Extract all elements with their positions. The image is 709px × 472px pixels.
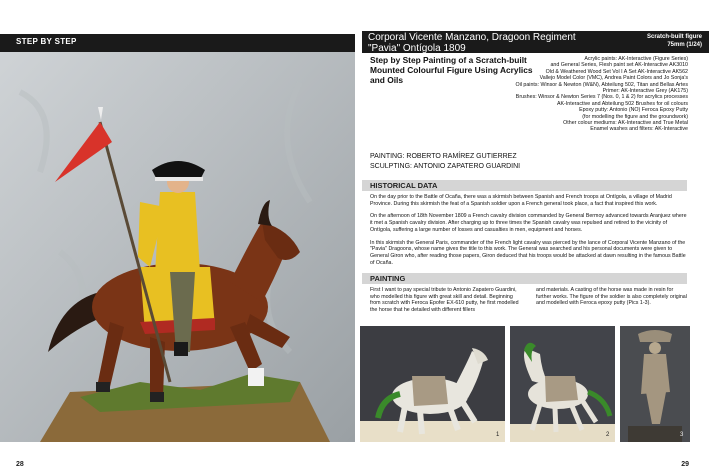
pic-label-3: 3 <box>680 432 684 438</box>
main-figure-photo <box>0 52 355 442</box>
material-line: Epoxy putty: Antonio (NO) Feroca Epoxy Putty <box>579 107 688 114</box>
page-number-left: 28 <box>16 461 24 468</box>
paragraph: On the afternoon of 18th November 1809 a French cavalry division commanded by General Bermoy advanced towards Aranjuez where it met a Spanish cavalry division. After charging up to three times the Spanish cavalry was repulsed and retired to the vicinity of Ontígola, suffering a large number of losses and casualties in men, equipment and horses. <box>370 213 687 233</box>
material-line: Other colour mediums: AK-Interactive and True Metal <box>563 120 688 127</box>
figure-info <box>647 33 702 49</box>
article-subtitle: Step by Step Painting of a Scratch-built Mounted Colourful Figure Using Acrylics and Oils <box>370 55 533 85</box>
material-line: Old & Weathered Wood Set Vol I A Set AK-Interactive AK562 <box>545 68 688 75</box>
material-line: Acrylic paints: AK-Interactive (Figure Series) <box>584 56 688 62</box>
material-line: Vallejo Model Color (VMC), Andrea Paint Colors and Jo Sonja's <box>539 75 688 82</box>
figure-scale: 75mm (1/24) <box>667 42 702 48</box>
material-line: (for modelling the figure and the groundwork) <box>582 113 688 120</box>
pic-label-2: 2 <box>606 432 610 438</box>
historical-data-heading: HISTORICAL DATA <box>370 181 438 190</box>
material-line: Primer: AK-Interactive Grey (AK175) <box>602 88 688 95</box>
painting-column-2: and materials. A casting of the horse was made in resin for further works. The figure of the soldier is also completely original and modelled with Feroca epoxy putty (Pics 1-3). <box>536 287 687 307</box>
credits <box>370 152 520 172</box>
painting-header <box>362 273 687 284</box>
page-number-right: 29 <box>681 461 689 468</box>
painting-heading: PAINTING <box>370 274 406 283</box>
paragraph: In this skirmish the General Paris, commander of the French light cavalry was pierced by the lance of Corporal Vicente Manzano of the "Pavia" Dragoons, whose name gives the title to this work. The General was searched and his personal documents were given to General Giron who, after reading those papers, Giron deduced that his troops would be attacked at dawn resulting in the famous Battle of Ocaña. <box>370 239 686 266</box>
materials-list <box>495 56 688 133</box>
material-line: Oil paints: Winsor & Newton (W&N), Abteilung 502, Titan and Bellas Artes <box>515 81 688 88</box>
progress-photos <box>360 326 690 442</box>
material-line: Brushes: Winsor & Newton Series 7 (Nos. 0, 1 & 2) for acrylics processes <box>515 94 688 101</box>
historical-data-header <box>362 180 687 191</box>
step-by-step-band <box>0 34 355 52</box>
paragraph: On the day prior to the Battle of Ocaña, there was a skirmish between Spanish and French troops at Ontígola, a village of Madrid Province. During this skirmish the feat of a Spanish soldier upon a French general took place, a fact that inspired this work. <box>370 194 672 207</box>
sculpting-credit: SCULPTING: ANTONIO ZAPATERO GUARDINI <box>370 163 521 170</box>
material-line: Enamel washes and filters: AK-Interactive <box>590 126 688 133</box>
article-title: Corporal Vicente Manzano, Dragoon Regiment "Pavia" Ontígola 1809 <box>368 32 576 54</box>
painting-credit: PAINTING: ROBERTO RAMÍREZ GUTIERREZ <box>370 153 517 160</box>
material-line: AK-Interactive and Abteilung 502 Brushes for oil colours <box>556 100 688 107</box>
title-band <box>362 31 709 53</box>
historical-text <box>370 194 688 272</box>
section-label: STEP BY STEP <box>16 37 77 46</box>
figure-type: Scratch-built figure <box>646 34 702 40</box>
material-line: and General Series, Flesh paint set AK-Interactive AK3010 <box>550 62 688 69</box>
painting-column-1: First I want to pay special tribute to Antonio Zapatero Guardini, who modelled this figure with great skill and detail. Beginning from scratch with Feroca Epofer EX-610 putty, he first modelled the horse that he detailed with different fillers <box>370 287 519 314</box>
pic-label-1: 1 <box>496 432 500 438</box>
